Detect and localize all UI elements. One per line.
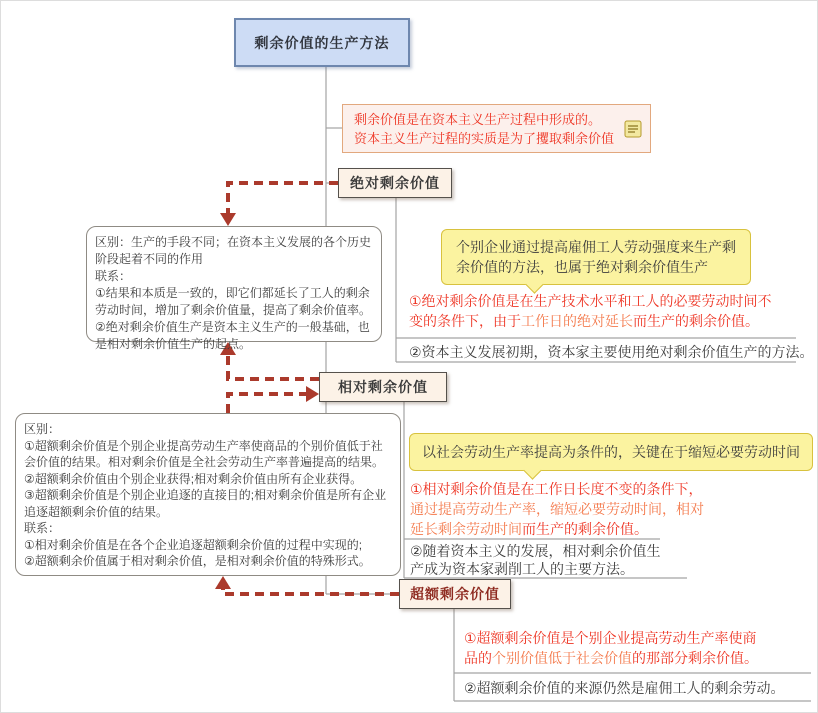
topic-relative-surplus-value[interactable]: 相对剩余价值 (319, 372, 447, 402)
topic-excess-surplus-value[interactable]: 超额剩余价值 (399, 579, 511, 609)
comparison-line: ①相对剩余价值是在各个企业追逐超额剩余价值的过程中实现的; (24, 537, 363, 552)
absolute-detail-item-1[interactable] (409, 291, 779, 331)
comparison-line: ③超额剩余价值是个别企业追逐的直接目的;相对剩余价值是所有企业追逐超额剩余价值的结果。 (24, 488, 387, 519)
comparison-line: ②超额剩余价值属于相对剩余价值，是相对剩余价值的特殊形式。 (24, 554, 371, 568)
relative-detail-item-2[interactable]: ②随着资本主义的发展，相对剩余价值生产成为资本家剥削工人的主要方法。 (410, 543, 661, 577)
topic-absolute-surplus-value[interactable]: 绝对剩余价值 (338, 168, 452, 198)
comparison-box-absolute-vs-relative[interactable] (86, 226, 382, 351)
text-segment-highlight: 通过提高劳动生产率，缩短必要劳动时间，相对延长剩余劳动时间 (410, 501, 704, 537)
absolute-detail-item-2[interactable]: ②资本主义发展初期，资本家主要使用绝对剩余价值生产的方法。 (409, 344, 814, 360)
comparison-line: 区别：生产的手段不同；在资本主义发展的各个历史阶段起着不同的作用 (95, 235, 372, 266)
note-line: 资本主义生产过程的实质是为了攫取剩余价值 (354, 130, 615, 146)
comparison-line: 联系： (24, 521, 61, 535)
note-line: 剩余价值是在资本主义生产过程中形成的。 (354, 111, 602, 127)
text-segment: 而生产的剩余价值。 (522, 521, 648, 537)
excess-detail-item-1[interactable] (464, 628, 764, 668)
callout-relative[interactable] (409, 433, 813, 471)
callout-text: 个别企业通过提高雇佣工人劳动强度来生产剩余价值的方法，也属于绝对剩余价值生产 (456, 239, 736, 275)
text-segment: ①超额剩余价值是个别企业提高劳动生产率使商品的 (464, 630, 757, 666)
comparison-line: 联系： (95, 269, 132, 283)
comparison-line: ②绝对剩余价值生产是资本主义生产的一般基础，也是相对剩余价值生产的起点。 (95, 320, 370, 351)
memo-icon (624, 120, 642, 138)
comparison-line: ①结果和本质是一致的，即它们都延长了工人的剩余劳动时间，增加了剩余价值量，提高了剩余价值率。 (95, 286, 372, 317)
text-segment: ①绝对剩余价值是在生产技术水平和工人的必要劳动时间不变的条件下，由于 (409, 293, 772, 329)
text-segment: 的那部分剩余价值。 (632, 650, 758, 666)
comparison-line: ②超额剩余价值由个别企业获得;相对剩余价值由所有企业获得。 (24, 471, 363, 486)
text-segment: ①相对剩余价值是在工作日长度不变的条件下， (410, 481, 703, 497)
text-segment: 而生产的剩余价值。 (633, 313, 759, 329)
callout-text: 以社会劳动生产率提高为条件的，关键在于缩短必要劳动时间 (422, 444, 800, 460)
text-segment-highlight: 工作日的绝对延长 (521, 313, 633, 329)
root-topic[interactable]: 剩余价值的生产方法 (234, 18, 410, 67)
comparison-line: ①超额剩余价值是个别企业提高劳动生产率使商品的个别价值低于社会价值的结果。相对剩余价值是全社会劳动生产率普遍提高的结果。 (24, 438, 385, 469)
excess-detail-item-2[interactable]: ②超额剩余价值的来源仍然是雇佣工人的剩余劳动。 (464, 680, 785, 696)
callout-absolute[interactable] (441, 229, 751, 285)
relative-detail-item-1[interactable] (410, 479, 710, 539)
comparison-line: 区别： (24, 422, 61, 436)
note-box[interactable] (342, 104, 651, 153)
comparison-box-relative-vs-excess[interactable] (15, 413, 401, 576)
text-segment-highlight: 个别价值低于社会价值 (492, 650, 632, 666)
